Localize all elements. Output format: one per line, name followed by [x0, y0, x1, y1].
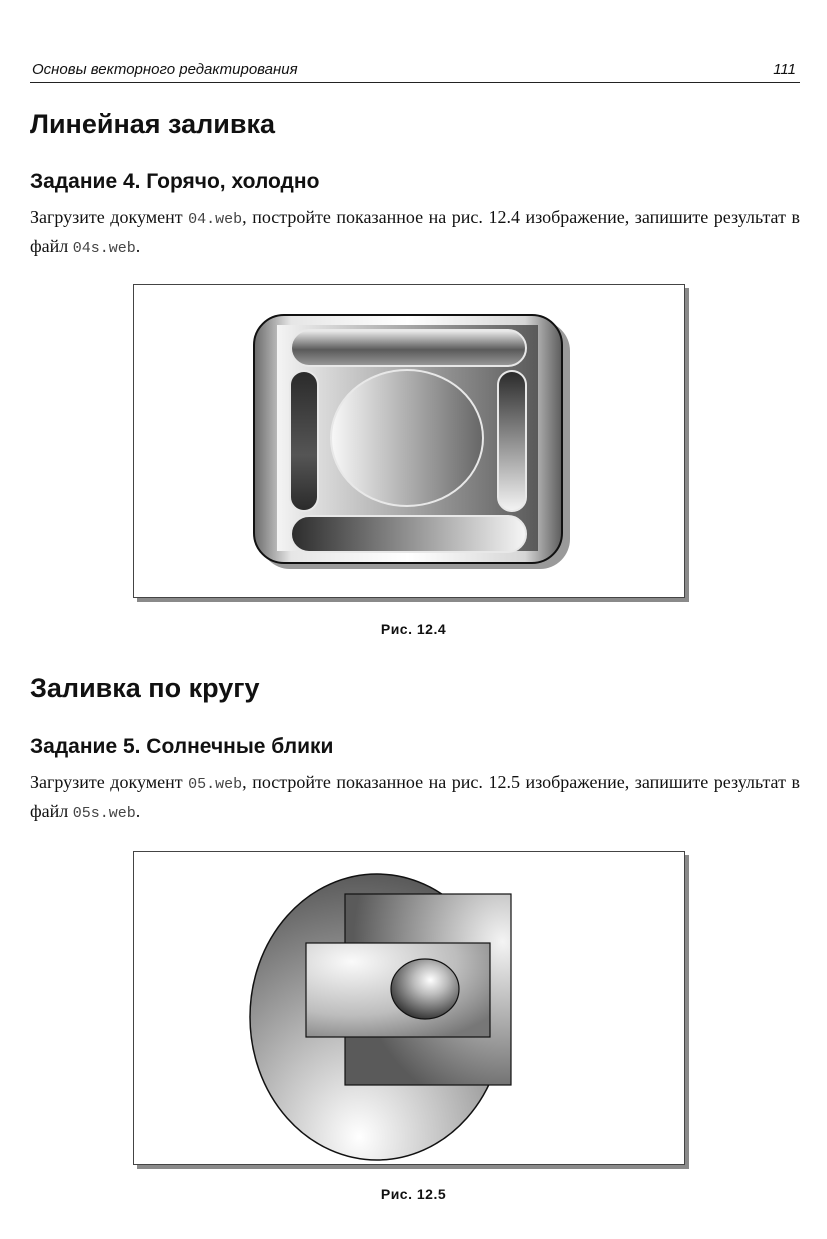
- figure-12-4: [133, 284, 685, 598]
- task-4-paragraph: [30, 204, 800, 262]
- task-4-text-1: Загрузите документ: [30, 207, 189, 227]
- task-heading-5: Задание 5. Солнечные блики: [30, 735, 334, 758]
- task-5-file-out: 05s.web: [72, 805, 136, 822]
- task-4-file-out: 04s.web: [72, 240, 136, 257]
- page-number: 111: [773, 61, 796, 78]
- task-4-file-in: 04.web: [188, 211, 243, 228]
- task-5-paragraph: [30, 769, 800, 827]
- task-heading-4: Задание 4. Горячо, холодно: [30, 170, 320, 193]
- task-5-text-3: .: [135, 801, 141, 821]
- running-head: [30, 58, 800, 83]
- figure-12-4-caption: Рис. 12.4: [380, 621, 447, 637]
- task-5-text-1: Загрузите документ: [30, 772, 189, 792]
- task-5-file-in: 05.web: [188, 776, 243, 793]
- section-heading-linear-fill: Линейная заливка: [30, 109, 276, 139]
- figure-12-4-illustration: [134, 285, 684, 597]
- figure-12-5-illustration: [134, 852, 684, 1164]
- task-5-text-2: , постройте показанное на рис. 12.5 изображение, запишите результат в файл: [30, 772, 800, 821]
- task-4-text-3: .: [135, 236, 141, 256]
- running-title: Основы векторного редактирования: [32, 61, 298, 78]
- figure-12-5-caption: Рис. 12.5: [380, 1186, 447, 1202]
- figure-12-5: [133, 851, 685, 1165]
- section-heading-radial-fill: Заливка по кругу: [30, 673, 260, 703]
- task-4-text-2: , постройте показанное на рис. 12.4 изображение, запишите результат в файл: [30, 207, 800, 256]
